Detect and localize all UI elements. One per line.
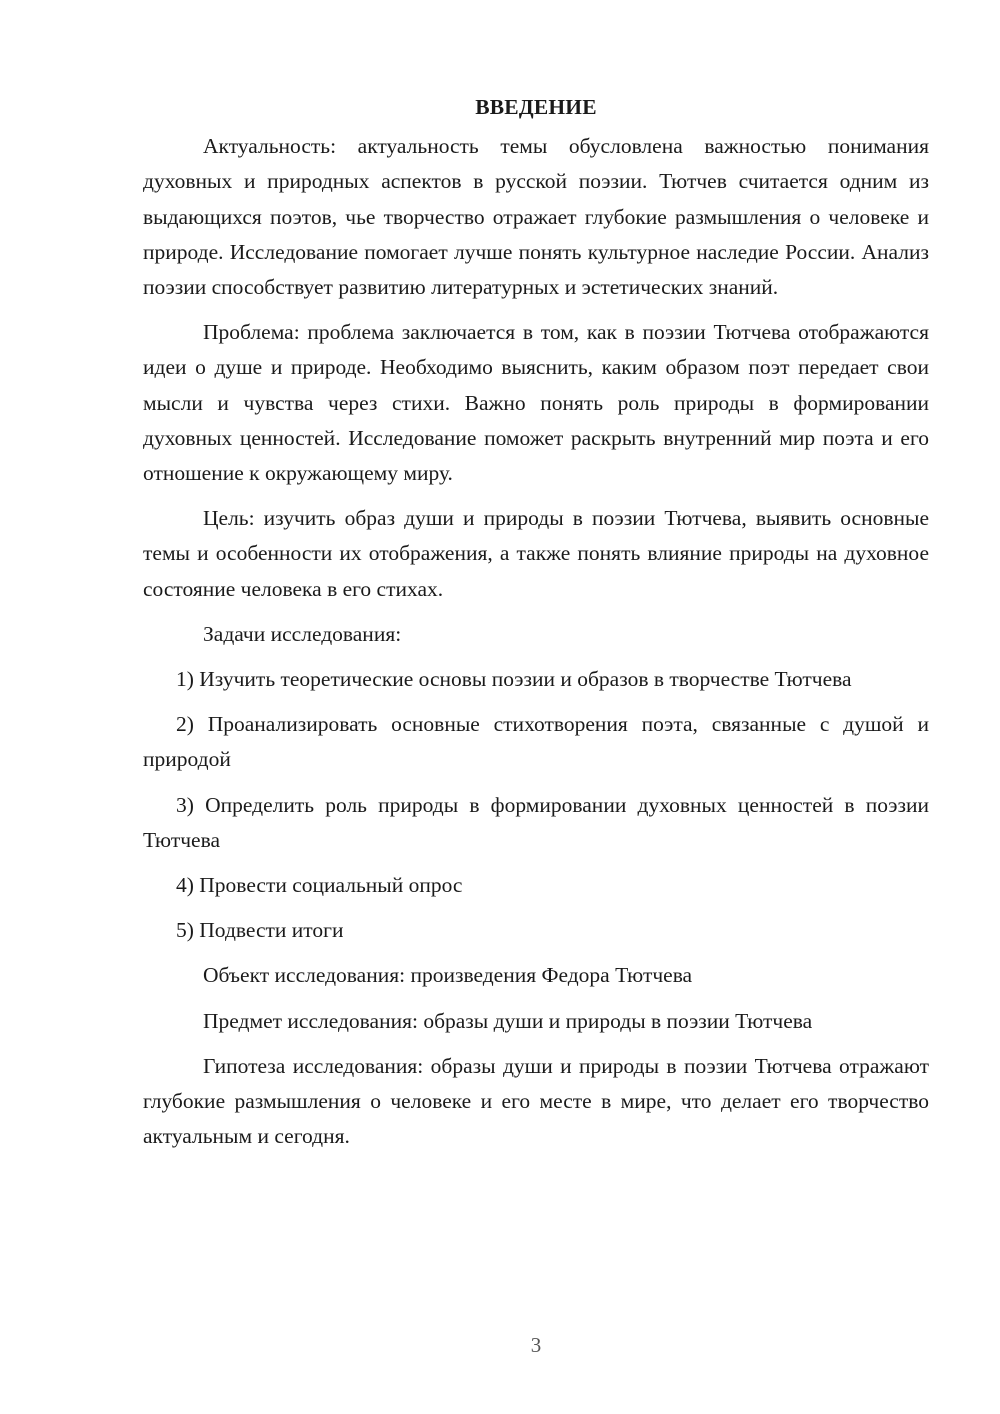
page-number: 3 (530, 1333, 542, 1357)
tasks-heading: Задачи исследования: (203, 621, 402, 646)
task-item-2: 2) Проанализировать основные стихотворения поэта, связанные с душой и природой (143, 712, 929, 772)
task-item-1: 1) Изучить теоретические основы поэзии и образов в творчестве Тютчева (176, 667, 852, 692)
research-object: Объект исследования: произведения Федора Тютчева (203, 963, 693, 988)
task-item-4: 4) Провести социальный опрос (176, 873, 463, 898)
paragraph-goal: Цель: изучить образ души и природы в поэзии Тютчева, выявить основные темы и особенности их отображения, а также понять влияние природы на духовное состояние человека в его стихах. (143, 506, 929, 601)
research-subject: Предмет исследования: образы души и природы в поэзии Тютчева (203, 1008, 813, 1033)
document-page (143, 90, 929, 1164)
task-item-3: 3) Определить роль природы в формировании духовных ценностей в поэзии Тютчева (143, 792, 929, 852)
paragraph-relevance: Актуальность: актуальность темы обусловлена важностью понимания духовных и природных аспектов в русской поэзии. Тютчев считается одним из выдающихся поэтов, чье творчество отражает глубокие размышления о человеке и природе. Исследование помогает лучше понять культурное наследие России. Анализ поэзии способствует развитию литературных и эстетических знаний. (143, 134, 929, 300)
paragraph-problem: Проблема: проблема заключается в том, как в поэзии Тютчева отображаются идеи о душе и природе. Необходимо выяснить, каким образом поэт передает свои мысли и чувства через стихи. Важно понять роль природы в формировании духовных ценностей. Исследование поможет раскрыть внутренний мир поэта и его отношение к окружающему миру. (143, 320, 929, 486)
research-hypothesis: Гипотеза исследования: образы души и природы в поэзии Тютчева отражают глубокие размышления о человеке и его месте в мире, что делает его творчество актуальным и сегодня. (143, 1053, 929, 1149)
task-item-5: 5) Подвести итоги (176, 918, 344, 943)
section-title: ВВЕДЕНИЕ (475, 95, 597, 119)
